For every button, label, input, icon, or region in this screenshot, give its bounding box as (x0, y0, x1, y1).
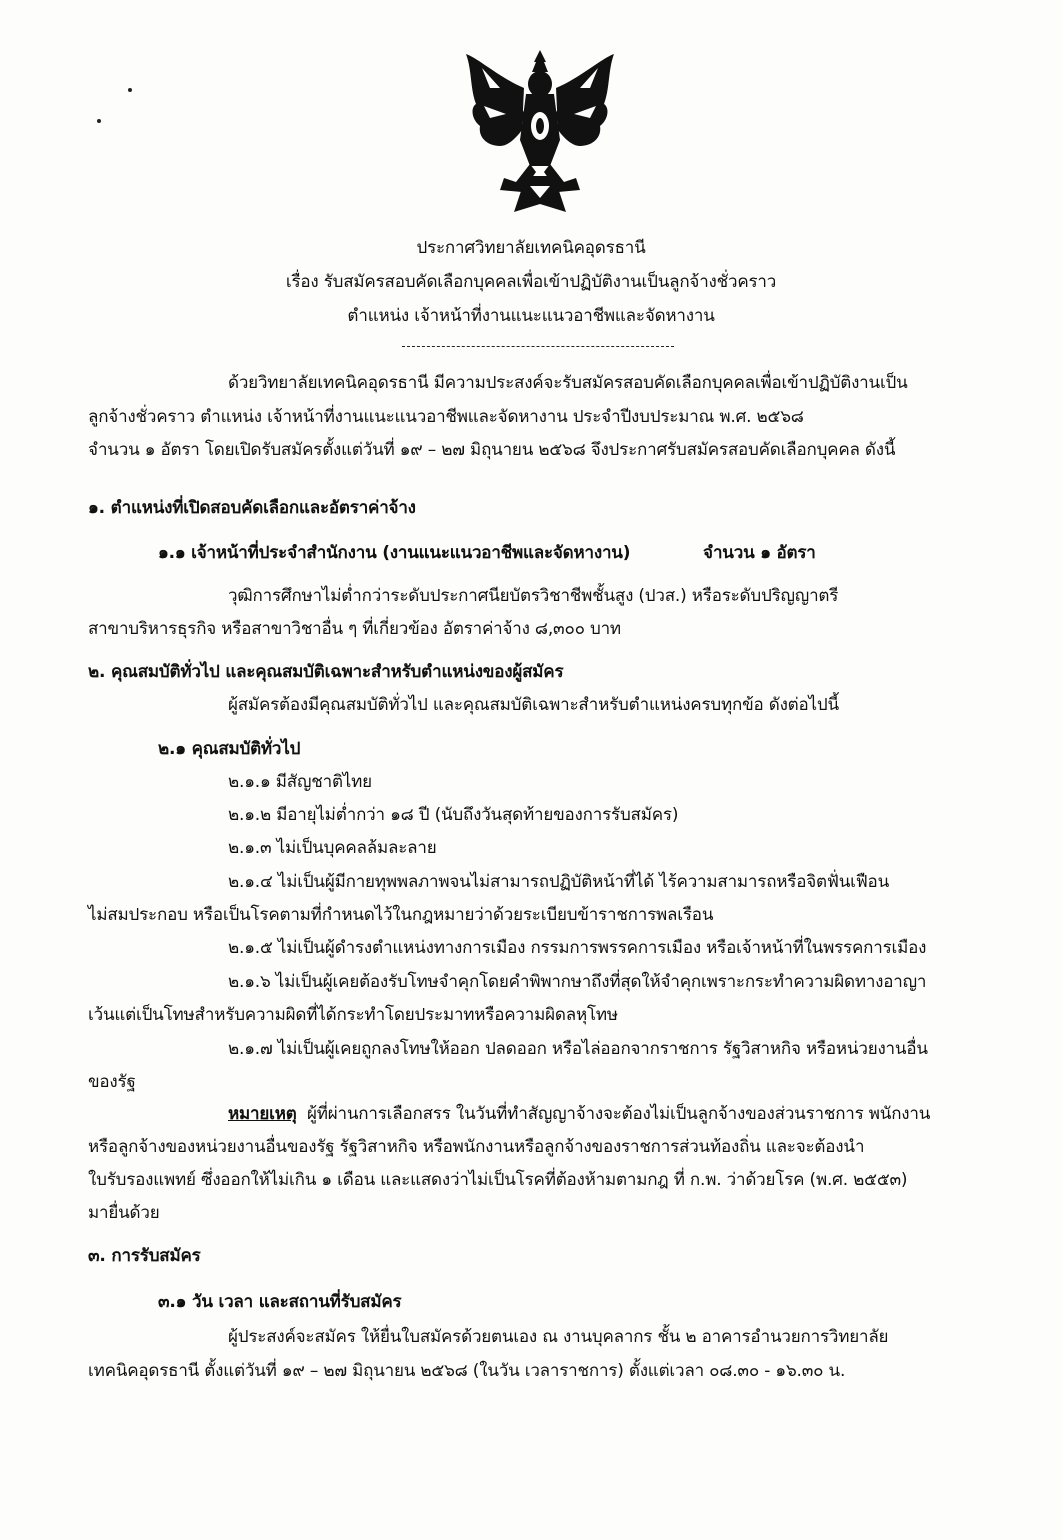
intro-line: ด้วยวิทยาลัยเทคนิคอุดรธานี มีความประสงค์จะรับสมัครสอบคัดเลือกบุคคลเพื่อเข้าปฏิบัติงานเป็น (228, 373, 908, 393)
note-line: ใบรับรองแพทย์ ซึ่งออกให้ไม่เกิน ๑ เดือน และแสดงว่าไม่เป็นโรคที่ต้องห้ามตามกฎ ที่ ก.พ. ว่าด้วยโรค (พ.ศ. ๒๕๕๓) (88, 1170, 908, 1190)
list-item: ๒.๑.๔ ไม่เป็นผู้มีกายทุพพลภาพจนไม่สามารถปฏิบัติหน้าที่ได้ ไร้ความสามารถหรือจิตฟั่นเฟือน (228, 872, 889, 892)
intro-line: จำนวน ๑ อัตรา โดยเปิดรับสมัครตั้งแต่วันที่ ๑๙ – ๒๗ มิถุนายน ๒๕๖๘ จึงประกาศรับสมัครสอบคัดเลือกบุคคล ดังนี้ (88, 440, 896, 460)
announcement-subject: เรื่อง รับสมัครสอบคัดเลือกบุคคลเพื่อเข้าปฏิบัติงานเป็นลูกจ้างชั่วคราว (285, 272, 777, 292)
application-line: ผู้ประสงค์จะสมัคร ให้ยื่นใบสมัครด้วยตนเอง ณ งานบุคลากร ชั้น ๒ อาคารอำนวยการวิทยาลัย (228, 1327, 889, 1347)
list-item-continued: ของรัฐ (88, 1072, 136, 1092)
speck (128, 88, 132, 92)
announcement-position: ตำแหน่ง เจ้าหน้าที่งานแนะแนวอาชีพและจัดหางาน (347, 306, 715, 326)
list-item: ๒.๑.๕ ไม่เป็นผู้ดำรงตำแหน่งทางการเมือง กรรมการพรรคการเมือง หรือเจ้าหน้าที่ในพรรคการเมือง (228, 938, 927, 958)
list-item: ๒.๑.๓ ไม่เป็นบุคคลล้มละลาย (228, 838, 437, 858)
list-item-continued: เว้นแต่เป็นโทษสำหรับความผิดที่ได้กระทำโดยประมาทหรือความผิดลหุโทษ (88, 1005, 618, 1025)
section-3-heading: ๓. การรับสมัคร (88, 1246, 201, 1266)
note-line (228, 1102, 930, 1126)
section-2-intro: ผู้สมัครต้องมีคุณสมบัติทั่วไป และคุณสมบัติเฉพาะสำหรับตำแหน่งครบทุกข้อ ดังต่อไปนี้ (228, 695, 839, 715)
list-item: ๒.๑.๗ ไม่เป็นผู้เคยถูกลงโทษให้ออก ปลดออก หรือไล่ออกจากราชการ รัฐวิสาหกิจ หรือหน่วยงานอื่น (228, 1039, 928, 1059)
speck (97, 119, 101, 123)
announcement-title: ประกาศวิทยาลัยเทคนิคอุดรธานี (416, 238, 646, 258)
list-item: ๒.๑.๖ ไม่เป็นผู้เคยต้องรับโทษจำคุกโดยคำพิพากษาถึงที่สุดให้จำคุกเพราะกระทำความผิดทางอาญา (228, 972, 927, 992)
application-line: เทคนิคอุดรธานี ตั้งแต่วันที่ ๑๙ – ๒๗ มิถุนายน ๒๕๖๘ (ในวัน เวลาราชการ) ตั้งแต่เวลา ๐๘.๓๐ - ๑๖.๓๐ น. (88, 1361, 846, 1381)
qualification-line: วุฒิการศึกษาไม่ต่ำกว่าระดับประกาศนียบัตรวิชาชีพชั้นสูง (ปวส.) หรือระดับปริญญาตรี (228, 586, 839, 606)
note-text: ผู้ที่ผ่านการเลือกสรร ในวันที่ทำสัญญาจ้างจะต้องไม่เป็นลูกจ้างของส่วนราชการ พนักงาน (307, 1104, 931, 1124)
list-item: ๒.๑.๒ มีอายุไม่ต่ำกว่า ๑๘ ปี (นับถึงวันสุดท้ายของการรับสมัคร) (228, 805, 679, 825)
list-item-continued: ไม่สมประกอบ หรือเป็นโรคตามที่กำหนดไว้ในกฎหมายว่าด้วยระเบียบข้าราชการพลเรือน (88, 905, 714, 925)
position-count: จำนวน ๑ อัตรา (703, 543, 816, 563)
divider (402, 346, 674, 347)
intro-line: ลูกจ้างชั่วคราว ตำแหน่ง เจ้าหน้าที่งานแนะแนวอาชีพและจัดหางาน ประจำปีงบประมาณ พ.ศ. ๒๕๖๘ (88, 407, 804, 427)
garuda-emblem-icon (460, 48, 620, 220)
section-2-heading: ๒. คุณสมบัติทั่วไป และคุณสมบัติเฉพาะสำหรับตำแหน่งของผู้สมัคร (88, 662, 564, 682)
note-line: หรือลูกจ้างของหน่วยงานอื่นของรัฐ รัฐวิสาหกิจ หรือพนักงานหรือลูกจ้างของราชการส่วนท้องถิ่น และจะต้องนำ (88, 1137, 865, 1157)
section-3-1-heading: ๓.๑ วัน เวลา และสถานที่รับสมัคร (158, 1292, 402, 1312)
note-line: มายื่นด้วย (88, 1203, 160, 1223)
section-2-1-heading: ๒.๑ คุณสมบัติทั่วไป (158, 739, 301, 759)
note-label: หมายเหตุ (228, 1104, 297, 1124)
section-1-heading: ๑. ตำแหน่งที่เปิดสอบคัดเลือกและอัตราค่าจ้าง (88, 498, 416, 518)
list-item: ๒.๑.๑ มีสัญชาติไทย (228, 772, 372, 792)
section-1-1-heading: ๑.๑ เจ้าหน้าที่ประจำสำนักงาน (งานแนะแนวอาชีพและจัดหางาน) (158, 543, 631, 563)
qualification-line: สาขาบริหารธุรกิจ หรือสาขาวิชาอื่น ๆ ที่เกี่ยวข้อง อัตราค่าจ้าง ๘,๓๐๐ บาท (88, 619, 621, 639)
